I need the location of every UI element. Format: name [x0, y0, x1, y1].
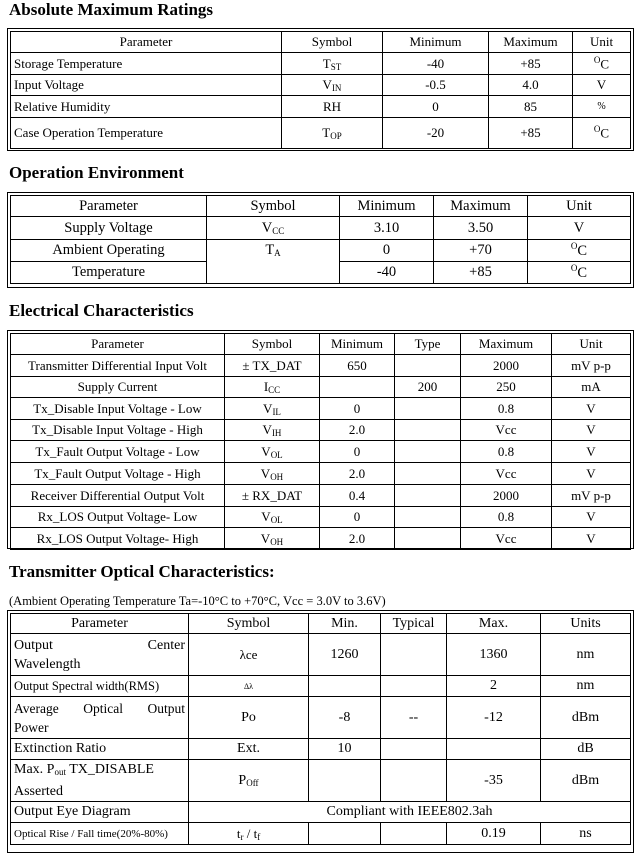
- param-cell: Supply Voltage: [11, 217, 207, 240]
- symbol-text: V: [261, 219, 273, 236]
- amr-table: [10, 31, 631, 149]
- unit-text: C: [600, 56, 610, 72]
- symbol-cell: [225, 377, 320, 398]
- degree-sign: O: [570, 263, 578, 274]
- symbol-text: V: [262, 422, 272, 437]
- oe-h-symbol: Symbol: [207, 196, 340, 217]
- param-cell: [11, 697, 189, 739]
- min-cell: 0.4: [320, 485, 395, 507]
- symbol-text: P: [238, 772, 247, 788]
- type-cell: [395, 507, 461, 528]
- ec-header-row: [11, 334, 631, 355]
- max-cell: +85: [489, 53, 573, 75]
- max-cell: Vcc: [461, 528, 552, 550]
- ec-h-max: Maximum: [461, 334, 552, 355]
- unit-text: C: [577, 242, 588, 259]
- table-row: [11, 240, 631, 262]
- typ-cell: [381, 760, 447, 802]
- toc-note: (Ambient Operating Temperature Ta=-10°C to +70°C, Vcc = 3.0V to 3.6V): [9, 594, 386, 608]
- param-cell: Receiver Differential Output Volt: [11, 485, 225, 507]
- table-row: [11, 528, 631, 550]
- toc-h-max: Max.: [447, 614, 541, 634]
- unit-cell: V: [552, 528, 631, 550]
- param-word: Optical: [83, 700, 123, 716]
- degree-sign: O: [593, 54, 601, 65]
- toc-h-units: Units: [541, 614, 631, 634]
- table-row: [11, 507, 631, 528]
- min-cell: 0: [383, 96, 489, 118]
- symbol-sub: CC: [272, 225, 285, 236]
- max-cell: Vcc: [461, 420, 552, 441]
- param-cell: Optical Rise / Fall time(20%-80%): [11, 823, 189, 845]
- param-cell: [11, 760, 189, 802]
- symbol-sub: OL: [270, 515, 283, 525]
- type-cell: [395, 355, 461, 377]
- unit-cell: [528, 240, 631, 262]
- ec-table-box: [7, 330, 634, 549]
- unit-text: C: [577, 264, 588, 281]
- max-cell: 0.8: [461, 507, 552, 528]
- table-row: [11, 676, 631, 697]
- symbol-text: t: [253, 825, 258, 841]
- max-cell: -12: [447, 697, 541, 739]
- symbol-cell: Po: [189, 697, 309, 739]
- unit-cell: [573, 118, 631, 149]
- param-word: Center: [147, 637, 185, 653]
- unit-cell: V: [573, 75, 631, 96]
- symbol-cell: ± RX_DAT: [225, 485, 320, 507]
- symbol-text: V: [261, 443, 271, 459]
- param-word: Output: [14, 637, 53, 653]
- symbol-sub: r: [240, 831, 244, 842]
- unit-cell: mV p-p: [552, 485, 631, 507]
- unit-cell: dB: [541, 739, 631, 760]
- unit-cell: ns: [541, 823, 631, 845]
- amr-table-box: [7, 28, 634, 151]
- table-row: [11, 377, 631, 398]
- min-cell: -8: [309, 697, 381, 739]
- symbol-cell: [282, 75, 383, 96]
- unit-cell: [528, 262, 631, 284]
- param-line: [14, 636, 185, 655]
- symbol-text: V: [261, 509, 271, 524]
- min-cell: 2.0: [320, 463, 395, 485]
- symbol-cell: [225, 420, 320, 441]
- table-row: [11, 485, 631, 507]
- param-cell: Output Eye Diagram: [11, 802, 189, 823]
- toc-h-min: Min.: [309, 614, 381, 634]
- unit-cell: V: [552, 463, 631, 485]
- typ-cell: [381, 676, 447, 697]
- param-cell: Output Spectral width(RMS): [11, 676, 189, 697]
- min-cell: [320, 377, 395, 398]
- eye-value-cell: Compliant with IEEE802.3ah: [189, 802, 631, 823]
- max-cell: 0.8: [461, 441, 552, 463]
- symbol-cell: [207, 240, 340, 284]
- ec-h-type: Type: [395, 334, 461, 355]
- max-cell: 4.0: [489, 75, 573, 96]
- param-word: TX_DISABLE: [65, 762, 154, 777]
- symbol-text: I: [263, 379, 269, 394]
- param-cell: Temperature: [11, 262, 207, 284]
- symbol-cell: [225, 398, 320, 420]
- max-cell: 2000: [461, 355, 552, 377]
- unit-cell: V: [552, 507, 631, 528]
- max-cell: 85: [489, 96, 573, 118]
- symbol-text: V: [263, 400, 273, 416]
- symbol-text: T: [265, 242, 275, 258]
- type-cell: [395, 463, 461, 485]
- param-cell: Ambient Operating: [11, 240, 207, 262]
- table-row: [11, 118, 631, 149]
- min-cell: 1260: [309, 634, 381, 676]
- max-cell: 0.8: [461, 398, 552, 420]
- symbol-sub: f: [257, 831, 261, 842]
- toc-h-param: Parameter: [11, 614, 189, 634]
- amr-h-min: Minimum: [383, 32, 489, 53]
- symbol-sub: IN: [331, 83, 342, 93]
- degree-sign: O: [570, 241, 578, 252]
- oe-table-box: [7, 192, 634, 288]
- symbol-cell: ± TX_DAT: [225, 355, 320, 377]
- max-cell: 0.19: [447, 823, 541, 845]
- min-cell: 0: [320, 441, 395, 463]
- table-row: [11, 96, 631, 118]
- symbol-sub: OL: [270, 449, 283, 460]
- max-cell: [447, 739, 541, 760]
- table-row: [11, 355, 631, 377]
- max-cell: Vcc: [461, 463, 552, 485]
- unit-text: C: [600, 125, 610, 141]
- unit-cell: dBm: [541, 760, 631, 802]
- amr-h-symbol: Symbol: [282, 32, 383, 53]
- param-cell: Tx_Disable Input Voltage - High: [11, 420, 225, 441]
- min-cell: -40: [383, 53, 489, 75]
- degree-sign: O: [593, 124, 601, 135]
- type-cell: [395, 528, 461, 550]
- table-row: [11, 75, 631, 96]
- symbol-text: V: [322, 77, 332, 92]
- min-cell: [309, 760, 381, 802]
- max-cell: +85: [434, 262, 528, 284]
- min-cell: -0.5: [383, 75, 489, 96]
- symbol-cell: Δλ: [189, 676, 309, 697]
- oe-title: Operation Environment: [9, 163, 184, 182]
- type-cell: [395, 398, 461, 420]
- symbol-text: T: [322, 125, 331, 140]
- symbol-text: V: [260, 530, 271, 546]
- toc-h-symbol: Symbol: [189, 614, 309, 634]
- toc-header-row: [11, 614, 631, 634]
- amr-h-unit: Unit: [573, 32, 631, 53]
- param-word: Average: [14, 700, 59, 716]
- symbol-cell: [225, 463, 320, 485]
- symbol-text: V: [260, 465, 271, 481]
- toc-h-typ: Typical: [381, 614, 447, 634]
- symbol-sep: /: [243, 825, 254, 841]
- table-row: [11, 802, 631, 823]
- param-line: Power: [14, 719, 49, 735]
- toc-title: Transmitter Optical Characteristics:: [9, 562, 275, 581]
- param-cell: Extinction Ratio: [11, 739, 189, 760]
- min-cell: 650: [320, 355, 395, 377]
- toc-table-box: [7, 610, 634, 853]
- min-cell: 3.10: [340, 217, 434, 240]
- unit-cell: mV p-p: [552, 355, 631, 377]
- oe-h-unit: Unit: [528, 196, 631, 217]
- unit-cell: nm: [541, 676, 631, 697]
- table-row: [11, 760, 631, 802]
- symbol-sub: OH: [270, 536, 284, 547]
- symbol-sub: OH: [270, 471, 284, 482]
- ec-h-param: Parameter: [11, 334, 225, 355]
- max-cell: 2000: [461, 485, 552, 507]
- symbol-sub: A: [274, 248, 281, 258]
- param-line: Wavelength: [14, 656, 81, 672]
- max-cell: +85: [489, 118, 573, 149]
- table-row: [11, 53, 631, 75]
- min-cell: -40: [340, 262, 434, 284]
- amr-title: Absolute Maximum Ratings: [9, 0, 214, 19]
- toc-table: [10, 613, 631, 845]
- symbol-text: T: [322, 55, 331, 71]
- amr-header-row: [11, 32, 631, 53]
- typ-cell: [381, 823, 447, 845]
- amr-h-max: Maximum: [489, 32, 573, 53]
- max-cell: 1360: [447, 634, 541, 676]
- min-cell: 2.0: [320, 420, 395, 441]
- symbol-cell: [189, 760, 309, 802]
- param-cell: [11, 634, 189, 676]
- unit-cell: dBm: [541, 697, 631, 739]
- type-cell: [395, 441, 461, 463]
- unit-cell: [573, 53, 631, 75]
- param-cell: Case Operation Temperature: [11, 118, 282, 149]
- type-cell: [395, 485, 461, 507]
- param-word: Output: [147, 700, 186, 716]
- symbol-cell: [225, 441, 320, 463]
- symbol-cell: RH: [282, 96, 383, 118]
- min-cell: -20: [383, 118, 489, 149]
- oe-table: [10, 195, 631, 284]
- oe-h-param: Parameter: [11, 196, 207, 217]
- param-cell: Rx_LOS Output Voltage- High: [11, 528, 225, 550]
- param-cell: Tx_Fault Output Voltage - High: [11, 463, 225, 485]
- oe-header-row: [11, 196, 631, 217]
- symbol-cell: λce: [189, 634, 309, 676]
- param-sub: out: [54, 767, 66, 777]
- table-row: [11, 398, 631, 420]
- min-cell: [309, 823, 381, 845]
- table-row: [11, 697, 631, 739]
- symbol-text: t: [236, 825, 241, 841]
- min-cell: 2.0: [320, 528, 395, 550]
- type-cell: [395, 420, 461, 441]
- param-cell: Storage Temperature: [11, 53, 282, 75]
- ec-table: [10, 333, 631, 550]
- amr-h-param: Parameter: [11, 32, 282, 53]
- unit-cell: V: [552, 420, 631, 441]
- symbol-sub: IL: [272, 406, 281, 417]
- table-row: [11, 739, 631, 760]
- max-cell: -35: [447, 760, 541, 802]
- typ-cell: [381, 634, 447, 676]
- symbol-sub: CC: [268, 385, 281, 395]
- unit-cell: %: [573, 96, 631, 118]
- param-cell: Tx_Fault Output Voltage - Low: [11, 441, 225, 463]
- param-line: [14, 760, 185, 782]
- symbol-cell: Ext.: [189, 739, 309, 760]
- ec-title: Electrical Characteristics: [9, 301, 194, 320]
- symbol-cell: [282, 53, 383, 75]
- symbol-sub: IH: [271, 428, 282, 438]
- unit-cell: mA: [552, 377, 631, 398]
- min-cell: 0: [320, 507, 395, 528]
- unit-cell: nm: [541, 634, 631, 676]
- oe-h-min: Minimum: [340, 196, 434, 217]
- type-cell: 200: [395, 377, 461, 398]
- param-cell: Transmitter Differential Input Volt: [11, 355, 225, 377]
- symbol-sub: Off: [246, 777, 259, 788]
- min-cell: 10: [309, 739, 381, 760]
- symbol-cell: [225, 507, 320, 528]
- min-cell: 0: [340, 240, 434, 262]
- max-cell: 250: [461, 377, 552, 398]
- typ-cell: --: [381, 697, 447, 739]
- ec-h-unit: Unit: [552, 334, 631, 355]
- param-cell: Relative Humidity: [11, 96, 282, 118]
- max-cell: 3.50: [434, 217, 528, 240]
- table-row: [11, 634, 631, 676]
- table-row: [11, 441, 631, 463]
- ec-h-min: Minimum: [320, 334, 395, 355]
- symbol-sub: OP: [330, 131, 342, 141]
- table-row: [11, 420, 631, 441]
- unit-cell: V: [528, 217, 631, 240]
- table-row: [11, 823, 631, 845]
- max-cell: +70: [434, 240, 528, 262]
- unit-cell: V: [552, 441, 631, 463]
- symbol-cell: [189, 823, 309, 845]
- symbol-cell: [282, 118, 383, 149]
- min-cell: 0: [320, 398, 395, 420]
- param-line: Asserted: [14, 784, 63, 799]
- typ-cell: [381, 739, 447, 760]
- symbol-cell: [225, 528, 320, 550]
- max-cell: 2: [447, 676, 541, 697]
- table-row: [11, 463, 631, 485]
- symbol-sub: ST: [330, 61, 342, 72]
- min-cell: [309, 676, 381, 697]
- unit-cell: V: [552, 398, 631, 420]
- param-cell: Input Voltage: [11, 75, 282, 96]
- ec-h-symbol: Symbol: [225, 334, 320, 355]
- table-row: [11, 217, 631, 240]
- param-cell: Supply Current: [11, 377, 225, 398]
- param-cell: Rx_LOS Output Voltage- Low: [11, 507, 225, 528]
- param-word: Max. P: [14, 762, 55, 777]
- param-cell: Tx_Disable Input Voltage - Low: [11, 398, 225, 420]
- symbol-cell: [207, 217, 340, 240]
- param-line: [14, 699, 185, 718]
- oe-h-max: Maximum: [434, 196, 528, 217]
